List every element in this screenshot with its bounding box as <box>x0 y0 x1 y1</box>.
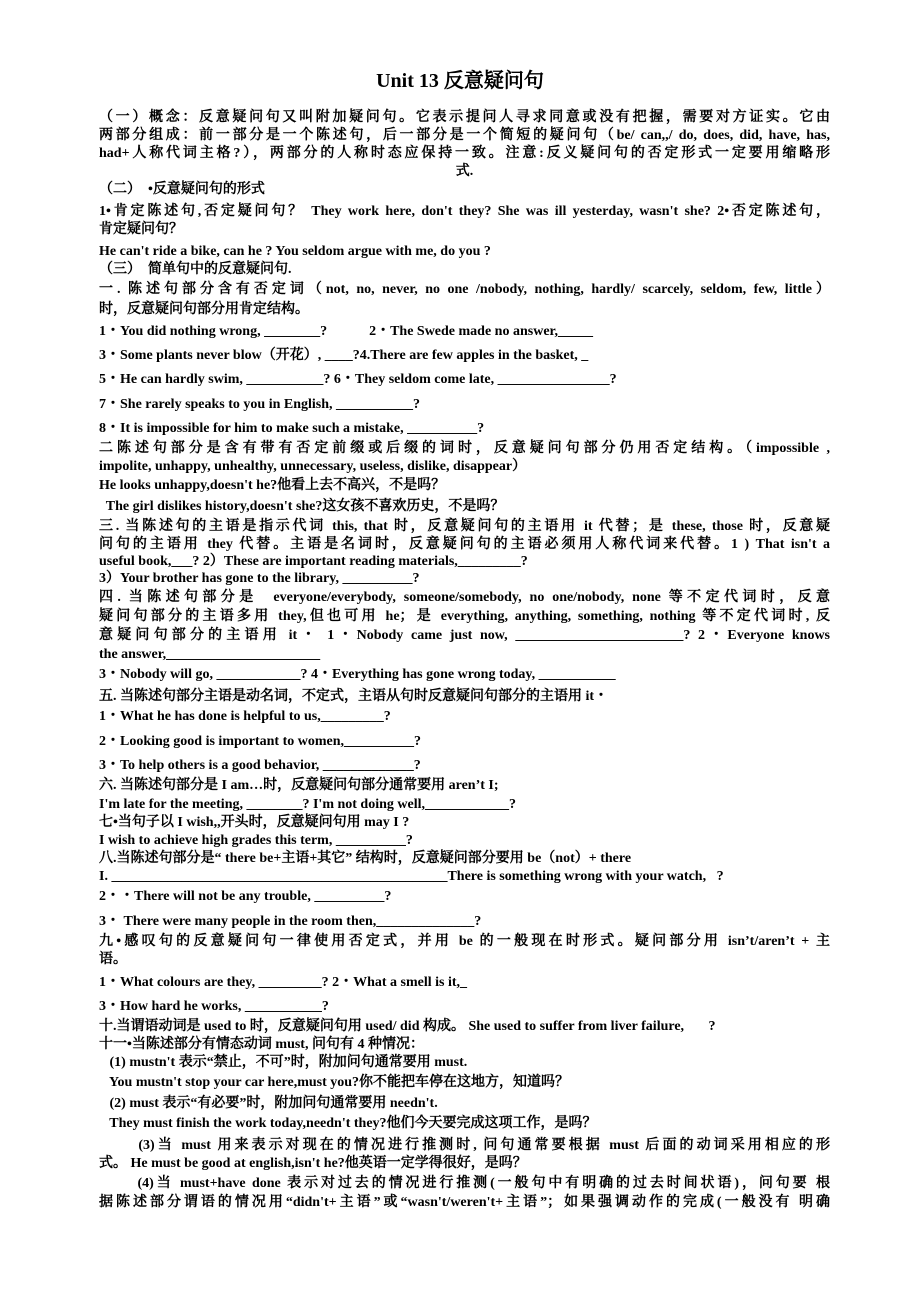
text-line: 式. <box>455 164 474 179</box>
text-line: He looks unhappy,doesn't he?他看上去不高兴，不是吗？ <box>99 478 446 493</box>
text-line: 2・Looking good is important to women,__________? <box>99 734 422 749</box>
text-line: 二陈述句部分是含有带有否定前缀或后缀的词时，反意疑问句部分仍用否定结构。（impossible , <box>99 441 830 456</box>
text-line: 八.当陈述句部分是“ there be+主语+其它” 结构时，反意疑问部分要用 be（not）+ there <box>99 851 632 866</box>
text-line: 3・How hard he works, ___________? <box>99 999 329 1014</box>
text-line: 肯定疑问句？ <box>99 222 183 237</box>
text-line: I wish to achieve high grades this term, __________? <box>99 833 413 848</box>
text-line: You mustn't stop your car here,must you?你不能把车停在这地方，知道吗？ <box>99 1075 570 1090</box>
text-line: The girl dislikes history,doesn't she?这女孩不喜欢历史，不是吗？ <box>99 499 505 514</box>
text-line: 两部分组成：前一部分是一个陈述句，后一部分是一个简短的疑问句（be/ can,,/ do, does, did, have, has, <box>99 128 830 143</box>
text-line: 语。 <box>99 952 127 967</box>
text-line: 3）Your brother has gone to the library, __________? <box>99 571 420 586</box>
text-line: useful book,___? 2）These are important reading materials,_________? <box>99 554 528 569</box>
text-line: 十一•当陈述部分有情态动词 must, 问句有 4 种情况： <box>99 1037 424 1052</box>
text-line: 意疑问句部分的主语用 it・ 1・Nobody came just now, ________________________? 2・Everyone knows <box>99 628 830 643</box>
text-line: 1・What he has done is helpful to us,_________? <box>99 709 391 724</box>
text-line: 8・It is impossible for him to make such a mistake, __________? <box>99 421 485 436</box>
text-line: （三） 简单句中的反意疑问句. <box>99 262 292 277</box>
text-line: 3・Nobody will go, ____________? 4・Everything has gone wrong today, ___________ <box>99 667 616 682</box>
text-line: 时，反意疑问句部分用肯定结构。 <box>99 302 309 317</box>
text-line: 一. 陈述句部分含有否定词（not, no, never, no one /nobody, nothing, hardly/ scarcely, seldom, few, little） <box>99 282 830 297</box>
text-line: 十.当谓语动词是 used to 时，反意疑问句用 used/ did 构成。 She used to suffer from liver failure, ? <box>99 1019 716 1034</box>
page-title: Unit 13 反意疑问句 <box>376 70 544 92</box>
text-line: the answer,______________________ <box>99 647 321 662</box>
text-line: 1•肯定陈述句,否定疑问句？ They work here, don't they? She was ill yesterday, wasn't she? 2•否定陈述句， <box>99 204 830 219</box>
text-line: They must finish the work today,needn't they?他们今天要完成这项工作，是吗？ <box>99 1116 597 1131</box>
text-line: 疑问句部分的主语多用 they,但也可用 he；是 everything, anything, something, nothing 等不定代词时, 反 <box>99 609 830 624</box>
text-line: 据陈述部分谓语的情况用“didn't+主语”或“wasn't/weren't+主语”；如果强调动作的完成(一般没有 明确 <box>99 1195 830 1210</box>
text-line: (4)当 must+have done 表示对过去的情况进行推测(一般句中有明确的过去时间状语)，问句要 根 <box>99 1176 830 1191</box>
text-line: 问句的主语用 they 代替。主语是名词时，反意疑问句的主语必须用人称代词来代替。1 ) That isn't a <box>99 537 830 552</box>
text-line: 九•感叹句的反意疑问句一律使用否定式，并用 be 的一般现在时形式。疑问部分用 isn’t/aren’t + 主 <box>99 934 830 949</box>
text-line: 5・He can hardly swim, ___________? 6・They seldom come late, ________________? <box>99 372 617 387</box>
text-line: (2) must 表示“有必要”时，附加问句通常要用 needn't. <box>99 1096 438 1111</box>
text-line: （一）概念：反意疑问句又叫附加疑问句。它表示提问人寻求同意或没有把握，需要对方证实。它由 <box>99 110 830 125</box>
text-line: I. ________________________________________________There is something wrong with your watch, ? <box>99 869 724 884</box>
text-line: 2・・There will not be any trouble, __________? <box>99 889 392 904</box>
text-line: （二） •反意疑问句的形式 <box>99 182 265 197</box>
text-line: (3)当 must 用来表示对现在的情况进行推测时, 问句通常要根据 must 后面的动词采用相应的形 <box>99 1138 830 1153</box>
text-line: 3・Some plants never blow（开花）, ____?4.There are few apples in the basket, _ <box>99 348 589 363</box>
text-line: 三. 当陈述句的主语是指示代词 this, that 时，反意疑问句的主语用 it 代替；是 these, those 时，反意疑 <box>99 519 830 534</box>
text-line: 1・You did nothing wrong, ________? 2・The Swede made no answer,_____ <box>99 324 593 339</box>
text-line: 式。 He must be good at english,isn't he?他英语一定学得很好，是吗？ <box>99 1156 527 1171</box>
text-line: 1・What colours are they, _________? 2・What a smell is it,_ <box>99 975 468 990</box>
text-line: 六. 当陈述句部分是 I am…时，反意疑问句部分通常要用 aren’t I; <box>99 778 499 793</box>
text-line: impolite, unhappy, unhealthy, unnecessary, useless, dislike, disappear） <box>99 459 527 474</box>
text-line: 五. 当陈述句部分主语是动名词，不定式，主语从句时反意疑问句部分的主语用 it・ <box>99 689 609 704</box>
text-line: He can't ride a bike, can he ? You seldom argue with me, do you ? <box>99 244 491 259</box>
text-line: 七•当句子以 I wish,,开头时，反意疑问句用 may I ? <box>99 815 410 830</box>
text-line: 四. 当陈述句部分是 everyone/everybody, someone/somebody, no one/nobody, none 等不定代词时，反意 <box>99 590 830 605</box>
text-line: (1) mustn't 表示“禁止，不可”时，附加问句通常要用 must. <box>99 1055 468 1070</box>
text-line: I'm late for the meeting, ________? I'm not doing well,____________? <box>99 797 516 812</box>
text-line: 3・ There were many people in the room then,______________? <box>99 914 482 929</box>
text-line: had+人称代词主格?），两部分的人称时态应保持一致。注意:反义疑问句的否定形式一定要用缩略形 <box>99 146 830 161</box>
text-line: 3・To help others is a good behavior, _____________? <box>99 758 421 773</box>
text-line: 7・She rarely speaks to you in English, ___________? <box>99 397 421 412</box>
